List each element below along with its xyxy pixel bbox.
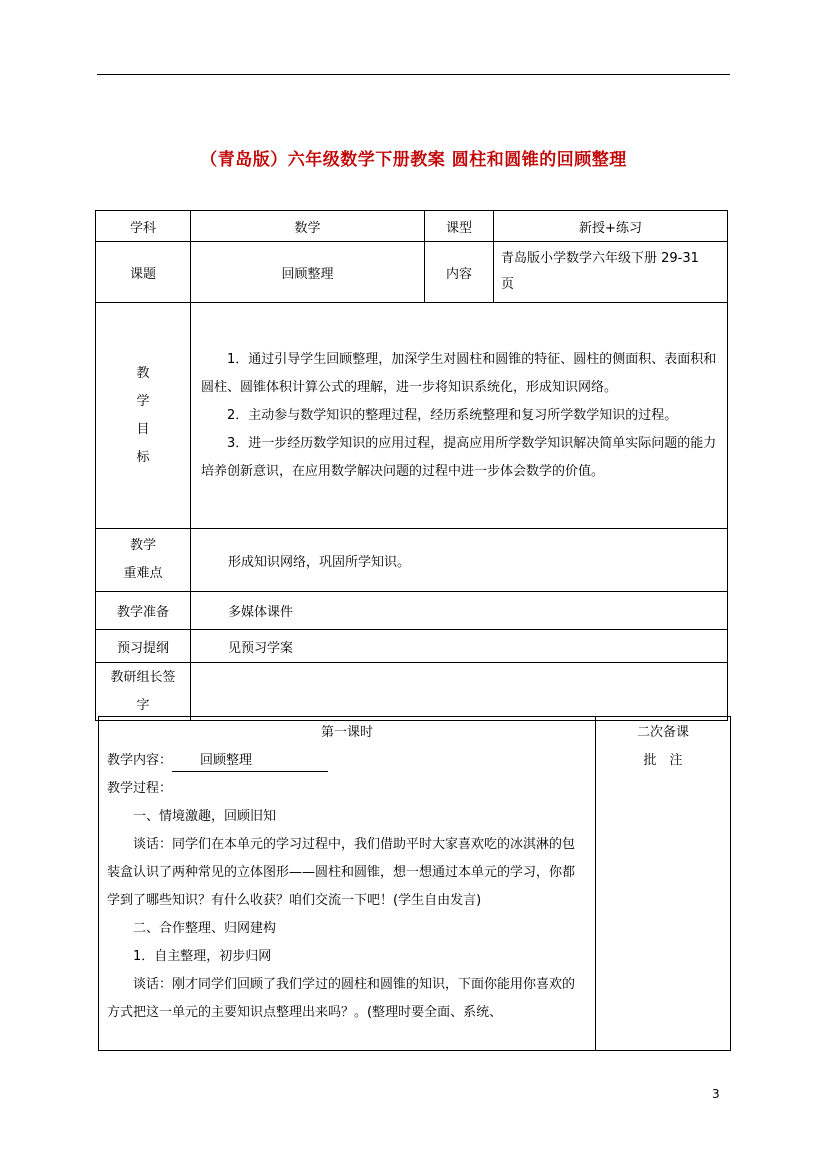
header-rule — [97, 74, 730, 75]
objectives-content — [191, 303, 728, 529]
preview-label: 预习提纲 — [96, 630, 191, 663]
side-title: 二次备课 — [636, 725, 689, 740]
preview-value: 见预习学案 — [191, 630, 728, 663]
lesson-section-heading: 二、合作整理、归网建构 — [133, 921, 277, 936]
content-value — [494, 242, 728, 303]
lesson-content-line — [107, 747, 587, 775]
signature-label: 教研组长签 字 — [96, 663, 191, 721]
lesson-paragraph: 谈话：同学们在本单元的学习过程中，我们借助平时大家喜欢吃的冰淇淋的包装盒认识了两种常见的立体图形——圆柱和圆锥，想一想通过本单元的学习，你都学到了哪些知识？有什么收获？咱们交流一下吧！(学生自由发言) — [107, 837, 576, 908]
lesson-content-label: 教学内容： — [107, 753, 173, 768]
key-points-value: 形成知识网络，巩固所学知识。 — [191, 529, 728, 592]
key-points-label: 教学 重难点 — [96, 529, 191, 592]
lesson-side-cell — [596, 717, 731, 1051]
prep-value: 多媒体课件 — [191, 592, 728, 630]
lesson-process-label: 教学过程： — [107, 781, 173, 796]
type-label: 课型 — [425, 211, 494, 242]
side-note: 批 注 — [643, 753, 683, 768]
content-label: 内容 — [425, 242, 494, 303]
topic-label: 课题 — [96, 242, 191, 303]
content-value-line1: 青岛版小学数学六年级下册 29-31 — [501, 251, 699, 266]
lesson-main-cell — [99, 717, 596, 1051]
lesson-content-value: 回顾整理 — [172, 751, 328, 772]
lesson-paragraph: 谈话：刚才同学们回顾了我们学过的圆柱和圆锥的知识，下面你能用你喜欢的方式把这一单元的主要知识点整理出来吗？。(整理时要全面、系统、 — [107, 977, 576, 1020]
lesson-period: 第一课时 — [320, 725, 373, 740]
lesson-info-table — [95, 210, 728, 721]
type-value: 新授+练习 — [494, 211, 728, 242]
lesson-section-heading: 一、情境激趣，回顾旧知 — [133, 809, 277, 824]
topic-value: 回顾整理 — [191, 242, 425, 303]
lesson-plan-table — [98, 716, 731, 1051]
page-number: 3 — [712, 1087, 720, 1101]
objective-item: 1．通过引导学生回顾整理，加深学生对圆柱和圆锥的特征、圆柱的侧面积、表面积和圆柱、圆锥体积计算公式的理解，进一步将知识系统化，形成知识网络。 — [201, 351, 717, 395]
signature-value — [191, 663, 728, 721]
subject-label: 学科 — [96, 211, 191, 242]
objective-item: 3．进一步经历数学知识的应用过程，提高应用所学数学知识解决简单实际问题的能力培养创新意识，在应用数学解决问题的过程中进一步体会数学的价值。 — [201, 435, 717, 479]
objective-item: 2．主动参与数学知识的整理过程，经历系统整理和复习所学数学知识的过程。 — [227, 407, 678, 423]
lesson-subheading: 1．自主整理，初步归网 — [133, 949, 272, 964]
objectives-label: 教 学 目 标 — [96, 303, 191, 529]
document-title: （青岛版）六年级数学下册教案 圆柱和圆锥的回顾整理 — [200, 150, 627, 170]
content-value-line2: 页 — [501, 277, 515, 292]
subject-value: 数学 — [191, 211, 425, 242]
prep-label: 教学准备 — [96, 592, 191, 630]
